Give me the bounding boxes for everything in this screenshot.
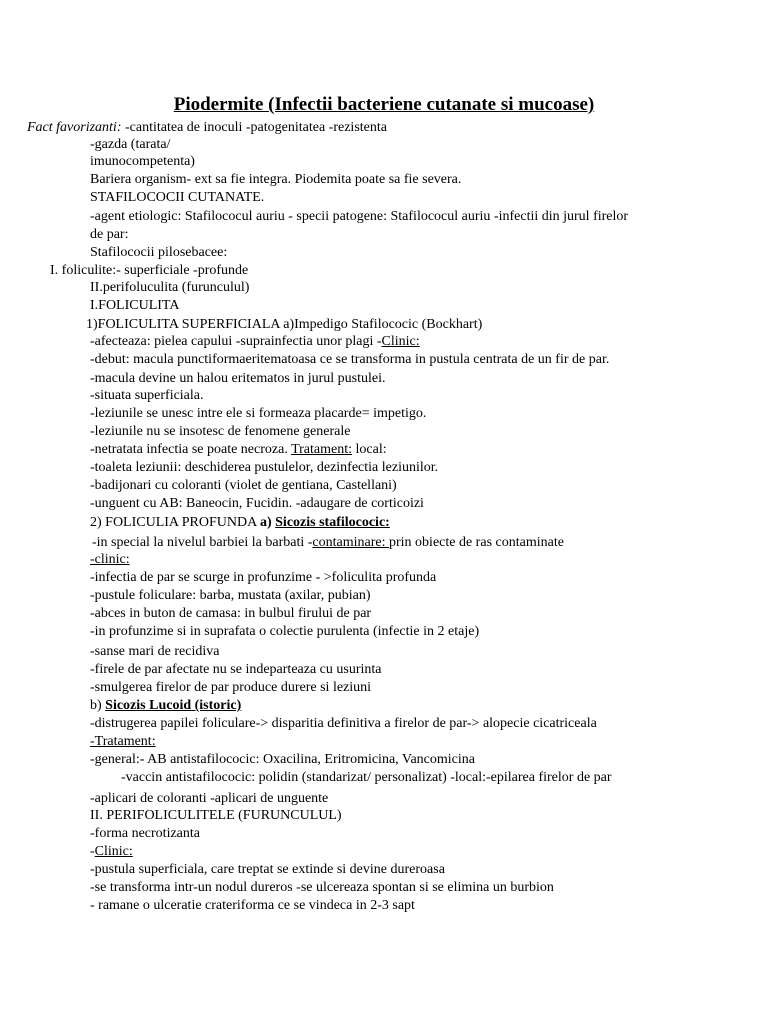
heading-sicozis-stafilococic: Sicozis stafilococic: (275, 515, 390, 530)
text-line: STAFILOCOCII CUTANATE. (90, 190, 265, 205)
text-line: -sanse mari de recidiva (90, 644, 220, 659)
text-span: prin obiecte de ras contaminate (389, 535, 564, 550)
text-line: -macula devine un halou eritematos in jurul pustulei. (90, 371, 386, 386)
text-line: -smulgerea firelor de par produce durere si leziuni (90, 680, 372, 695)
text-span: -afecteaza: pielea capului -suprainfectia unor plagi - (90, 334, 382, 349)
text-line: Bariera organism- ext sa fie integra. Piodemita poate sa fie severa. (90, 172, 462, 187)
text-line: -Tratament: (90, 734, 156, 749)
text-span: a) (259, 515, 276, 530)
text-span: -netratata infectia se poate necroza. (90, 442, 292, 457)
text-line: -abces in buton de camasa: in bulbul firului de par (90, 606, 372, 621)
label-clinic: Clinic: (381, 334, 420, 349)
text-span: - (90, 844, 95, 859)
text-line: -pustule foliculare: barba, mustata (axilar, pubian) (90, 588, 371, 603)
text-line: -distrugerea papilei foliculare-> disparitia definitiva a firelor de par-> alopecie cicatriceala (90, 716, 597, 731)
text-line: -clinic: (90, 552, 130, 567)
text-line: -firele de par afectate nu se indeparteaza cu usurinta (90, 662, 382, 677)
text-line: - ramane o ulceratie crateriforma ce se vindeca in 2-3 sapt (90, 898, 415, 913)
text-line (90, 514, 390, 531)
text-line: I. foliculite:- superficiale -profunde (50, 263, 249, 278)
label-contaminare: contaminare: (312, 535, 389, 550)
text-line: -unguent cu AB: Baneocin, Fucidin. -adaugare de corticoizi (90, 496, 424, 511)
text-span: -in special la nivelul barbiei la barbati - (92, 535, 313, 550)
text-line (90, 843, 133, 860)
text-span: local: (352, 442, 387, 457)
text-line: -forma necrotizanta (90, 826, 200, 841)
text-line (90, 697, 241, 714)
text-line: -debut: macula punctiformaeritematoasa ce se transforma in pustula centrata de un fir de par. (90, 352, 610, 367)
text-line (90, 441, 387, 458)
text-line: -badijonari cu coloranti (violet de gentiana, Castellani) (90, 478, 397, 493)
text-span: -cantitatea de inoculi -patogenitatea -rezistenta (121, 120, 387, 135)
text-line: -gazda (tarata/ (90, 137, 171, 152)
label-fact-favorizanti: Fact favorizanti: (27, 120, 122, 135)
text-line (90, 333, 420, 350)
text-line: imunocompetenta) (90, 154, 195, 169)
text-line: 1)FOLICULITA SUPERFICIALA a)Impedigo Stafilococic (Bockhart) (86, 317, 483, 332)
text-line: -leziunile se unesc intre ele si formeaza placarde= impetigo. (90, 406, 427, 421)
text-line: -in profunzime si in suprafata o colectie purulenta (infectie in 2 etaje) (90, 624, 480, 639)
text-line: -pustula superficiala, care treptat se extinde si devine dureroasa (90, 862, 445, 877)
text-line: I.FOLICULITA (90, 298, 180, 313)
text-line (27, 119, 387, 136)
text-line: II. PERIFOLICULITELE (FURUNCULUL) (90, 808, 342, 823)
text-line: -vaccin antistafilococic: polidin (standarizat/ personalizat) -local:-epilarea firelor de par (121, 770, 612, 785)
text-line: -toaleta leziunii: deschiderea pustulelor, dezinfectia leziunilor. (90, 460, 439, 475)
text-line (92, 534, 564, 551)
text-span: 2) FOLICULIA PROFUNDA (90, 515, 260, 530)
label-tratament: Tratament: (291, 442, 352, 457)
text-line: -leziunile nu se insotesc de fenomene generale (90, 424, 351, 439)
text-line: Stafilococii pilosebacee: (90, 245, 228, 260)
text-line: de par: (90, 227, 129, 242)
text-line: -aplicari de coloranti -aplicari de unguente (90, 791, 329, 806)
text-line: -general:- AB antistafilococic: Oxacilina, Eritromicina, Vancomicina (90, 752, 475, 767)
heading-sicozis-lucoid: Sicozis Lucoid (istoric) (105, 698, 242, 713)
text-span: b) (90, 698, 106, 713)
text-line: -infectia de par se scurge in profunzime - >foliculita profunda (90, 570, 437, 585)
document-title: Piodermite (Infectii bacteriene cutanate si mucoase) (173, 94, 595, 115)
text-line: -situata superficiala. (90, 388, 204, 403)
text-line: II.perifoluculita (furunculul) (90, 280, 250, 295)
text-line: -se transforma intr-un nodul dureros -se ulcereaza spontan si se elimina un burbion (90, 880, 554, 895)
label-clinic: Clinic: (94, 844, 133, 859)
text-line: -agent etiologic: Stafilococul auriu - specii patogene: Stafilococul auriu -infectii din jurul firelor (90, 209, 629, 224)
